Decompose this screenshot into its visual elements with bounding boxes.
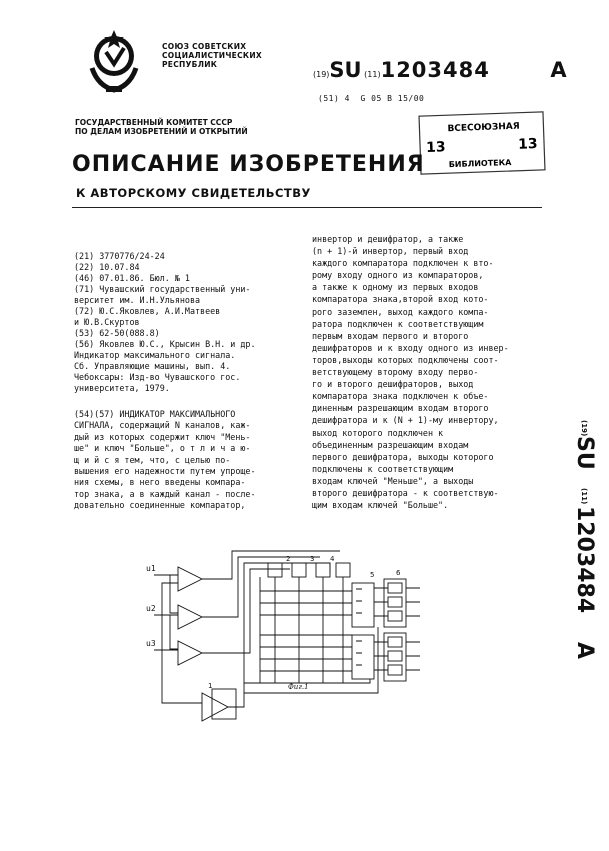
abstract-line: тор знака, а в каждый канал - после- bbox=[74, 488, 256, 499]
abstract-line: рого заземлен, выход каждого компа- bbox=[312, 306, 489, 317]
side-kind: A bbox=[572, 642, 597, 660]
decoder-2-outputs bbox=[374, 642, 388, 670]
side-publication-number bbox=[556, 420, 597, 680]
decoder-1 bbox=[352, 583, 374, 627]
title-rule bbox=[72, 207, 542, 208]
abstract-line: подключены к соответствующим bbox=[312, 463, 454, 474]
side-country: SU bbox=[572, 436, 597, 470]
abstract-right-column bbox=[312, 233, 542, 511]
stamp-line: 13 bbox=[517, 136, 538, 153]
decoder-2-gates bbox=[356, 641, 362, 665]
abstract-line: ратора подключен к соответствующим bbox=[312, 318, 484, 329]
biblio-line: (46) 07.01.86. Бюл. № 1 bbox=[74, 273, 190, 283]
ussr-emblem bbox=[84, 28, 144, 94]
biblio-line: (72) Ю.С.Яковлев, А.И.Матвеев bbox=[74, 306, 221, 316]
sign-comparator-box bbox=[212, 689, 236, 719]
bibliographic-data bbox=[74, 251, 306, 394]
abstract-line: СИГНАЛА, содержащий N каналов, каж- bbox=[74, 420, 251, 431]
stamp-line: БИБЛИОТЕКА bbox=[448, 157, 512, 170]
abstract-line: первым входам первого и второго bbox=[312, 330, 469, 341]
abstract-line: диненным разрешающим входам второго bbox=[312, 403, 489, 414]
abstract-line: первого дешифратора, выходы которого bbox=[312, 451, 494, 462]
biblio-line: (53) 62-50(088.8) bbox=[74, 328, 160, 338]
abstract-line: щим входам ключей "Больше". bbox=[312, 500, 449, 511]
inverter-1 bbox=[268, 563, 282, 577]
abstract-line: (n + 1)-й инвертор, первый вход bbox=[312, 246, 469, 257]
label-4: 4 bbox=[330, 555, 335, 563]
circuit-diagram bbox=[140, 543, 430, 733]
biblio-line: и Ю.В.Скуртов bbox=[74, 317, 140, 327]
inverter-4 bbox=[336, 563, 350, 577]
document-title: ОПИСАНИЕ ИЗОБРЕТЕНИЯ bbox=[72, 152, 425, 177]
bus-verticals bbox=[260, 577, 343, 683]
figure-caption: Фиг.1 bbox=[288, 683, 309, 691]
biblio-line: верситет им. И.Н.Ульянова bbox=[74, 295, 201, 305]
abstract-line: второго дешифратора - к соответствую- bbox=[312, 487, 499, 498]
biblio-line: (21) 3770776/24-24 bbox=[74, 251, 165, 261]
library-stamp bbox=[417, 110, 547, 176]
abstract-line: дешифраторов и к входу одного из инвер- bbox=[312, 342, 509, 353]
decoder-2 bbox=[352, 635, 374, 679]
abstract-line: выход которого подключен к bbox=[312, 427, 444, 438]
side-code-19: (19) bbox=[580, 420, 588, 437]
ipc-classification: (51) 4 G 05 B 15/00 bbox=[318, 94, 425, 103]
publication-number: (19)SU (11)1203484 A bbox=[313, 58, 567, 82]
keys-block-2 bbox=[384, 633, 406, 681]
comparator-2 bbox=[178, 605, 202, 629]
key-cell bbox=[388, 665, 402, 675]
abstract-line: ветствующему второму входу перво- bbox=[312, 367, 479, 378]
output-wires bbox=[202, 551, 340, 653]
key-cell bbox=[388, 597, 402, 607]
keys-block-1 bbox=[384, 579, 406, 627]
abstract-line: а также к одному из первых входов bbox=[312, 282, 479, 293]
enable-wires bbox=[244, 627, 378, 693]
abstract-line: вышения его надежности путем упроще- bbox=[74, 466, 256, 477]
abstract-line: довательно соединенные компаратор, bbox=[74, 500, 246, 511]
label-1: 1 bbox=[208, 682, 213, 690]
abstract-line: объединенным разрешающим входам bbox=[312, 439, 469, 450]
biblio-line: Сб. Управляющие машины, вып. 4. bbox=[74, 361, 231, 371]
key-cell bbox=[388, 637, 402, 647]
abstract-line: го и второго дешифраторов, выход bbox=[312, 379, 474, 390]
abstract-line: щ и й с я тем, что, с целью по- bbox=[74, 454, 231, 465]
biblio-line: Индикатор максимального сигнала. bbox=[74, 350, 236, 360]
abstract-left-column bbox=[74, 409, 306, 512]
stamp-line: 13 bbox=[425, 139, 446, 156]
side-code-11: (11) bbox=[580, 488, 588, 505]
abstract-line: компаратора знака,второй вход кото- bbox=[312, 294, 489, 305]
key-cell bbox=[388, 651, 402, 661]
abstract-line: каждого компаратора подключен к вто- bbox=[312, 258, 494, 269]
abstract-line: входам ключей "Меньше", а выходы bbox=[312, 475, 474, 486]
input-wires bbox=[154, 575, 178, 650]
abstract-line: ше" и ключ "Больше", о т л и ч а ю- bbox=[74, 443, 251, 454]
sign-comparator bbox=[202, 693, 228, 721]
key-cell bbox=[388, 611, 402, 621]
biblio-line: (56) Яковлев Ю.С., Крысин В.Н. и др. bbox=[74, 339, 256, 349]
abstract-line: дешифратора и к (N + 1)-му инвертору, bbox=[312, 415, 499, 426]
label-5: 5 bbox=[370, 571, 375, 579]
inverter-2 bbox=[292, 563, 306, 577]
abstract-line: ния схемы, в него введены компара- bbox=[74, 477, 246, 488]
input-label-u3: u3 bbox=[146, 639, 156, 648]
abstract-line: компаратора знака подключен к объе- bbox=[312, 391, 489, 402]
label-2: 2 bbox=[286, 555, 291, 563]
key-cell bbox=[388, 583, 402, 593]
country-org: СОЮЗ СОВЕТСКИХ СОЦИАЛИСТИЧЕСКИХ РЕСПУБЛИК bbox=[162, 42, 262, 69]
abstract-line: дый из которых содержит ключ "Мень- bbox=[74, 431, 251, 442]
committee: ГОСУДАРСТВЕННЫЙ КОМИТЕТ СССР ПО ДЕЛАМ ИЗОБРЕТЕНИЙ И ОТКРЫТИЙ bbox=[75, 118, 248, 136]
abstract-line: инвертор и дешифратор, а также bbox=[312, 234, 464, 244]
biblio-line: (71) Чувашский государственный уни- bbox=[74, 284, 251, 294]
label-3: 3 bbox=[310, 555, 315, 563]
input-label-u2: u2 bbox=[146, 604, 156, 613]
label-6: 6 bbox=[396, 569, 401, 577]
document-subtitle: К АВТОРСКОМУ СВИДЕТЕЛЬСТВУ bbox=[76, 186, 311, 200]
cross-wires bbox=[162, 575, 178, 650]
inverter-3 bbox=[316, 563, 330, 577]
biblio-line: Чебоксары: Изд-во Чувашского гос. bbox=[74, 372, 241, 382]
abstract-line: рому входу одного из компараторов, bbox=[312, 270, 484, 281]
abstract-line: торов,выходы которых подключены соот- bbox=[312, 354, 499, 365]
key-outputs bbox=[406, 588, 420, 670]
decoder-1-outputs bbox=[374, 588, 388, 616]
stamp-line: ВСЕСОЮЗНАЯ bbox=[447, 121, 520, 135]
biblio-line: университета, 1979. bbox=[74, 383, 170, 393]
decoder-1-gates bbox=[356, 589, 362, 613]
input-label-u1: u1 bbox=[146, 564, 156, 573]
comparator-1 bbox=[178, 567, 202, 591]
side-number: 1203484 bbox=[572, 506, 597, 614]
bus-horizontals bbox=[260, 591, 352, 671]
comparator-3 bbox=[178, 641, 202, 665]
abstract-line: (54)(57) ИНДИКАТОР МАКСИМАЛЬНОГО bbox=[74, 409, 236, 419]
biblio-line: (22) 10.07.84 bbox=[74, 262, 140, 272]
